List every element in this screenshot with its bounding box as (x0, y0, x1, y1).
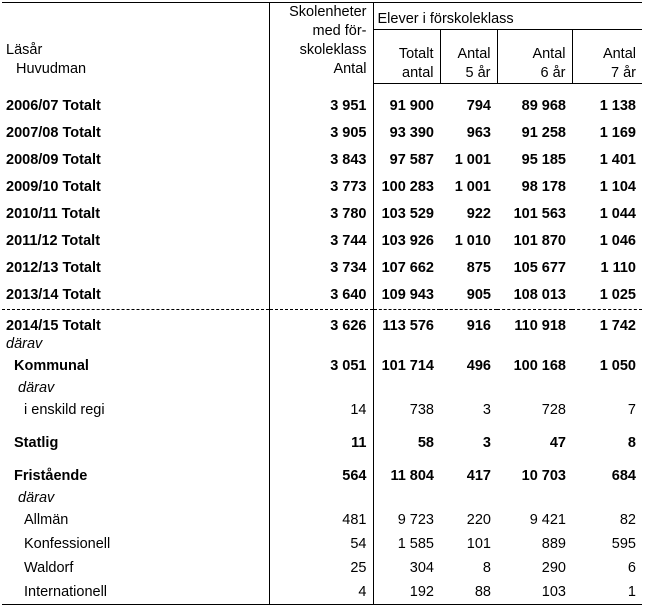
darav-row (2, 378, 642, 398)
header-totalt (373, 30, 440, 83)
table-cell: 4 (269, 580, 373, 605)
table-cell: skoleklass (299, 42, 367, 58)
table-cell: 2010/11 Totalt (6, 206, 101, 222)
table-row-kommunal (2, 354, 642, 378)
spacer-row (2, 83, 642, 93)
table-cell: 738 (373, 398, 440, 422)
table-cell: 107 662 (373, 255, 440, 282)
table-cell: 3 626 (269, 309, 373, 334)
table-cell: Skolenheter (289, 4, 367, 20)
table-cell: Statlig (14, 434, 59, 451)
table-cell: därav (18, 379, 55, 396)
header-elever-group: Elever i förskoleklass (373, 3, 642, 30)
table-row-fristaende (2, 464, 642, 488)
table-cell: 1 050 (599, 357, 636, 374)
table-cell: 963 (466, 125, 491, 141)
table-cell: 9 723 (373, 508, 440, 532)
table-row-current-total (2, 309, 642, 334)
table-cell: 98 178 (521, 179, 566, 195)
table-cell: 2012/13 Totalt (6, 260, 101, 276)
header-row-1 (2, 3, 642, 30)
table-cell: 11 (269, 431, 373, 455)
spacer-row (2, 455, 642, 464)
table-cell: 101 870 (513, 233, 566, 249)
table-cell: 3 780 (269, 201, 373, 228)
table-cell: Fristående (14, 467, 88, 484)
table-cell: 105 677 (513, 260, 566, 276)
table-cell: 1 585 (373, 532, 440, 556)
table-cell: 1 138 (599, 98, 636, 114)
header-huvudman: Huvudman (16, 61, 87, 77)
table-cell: 595 (611, 535, 636, 552)
table-cell: 7 år (611, 64, 636, 81)
table-cell: 1 401 (599, 152, 636, 168)
table-cell: 100 168 (513, 357, 566, 374)
table-cell: 3 640 (269, 282, 373, 310)
table-cell: 6 år (540, 64, 566, 81)
table-cell: 7 (627, 401, 636, 418)
table-cell: 290 (541, 559, 566, 576)
table-cell: 220 (466, 511, 491, 528)
table-cell: 684 (611, 467, 636, 484)
table-row (2, 228, 642, 255)
table-cell: 1 (572, 580, 642, 605)
table-cell: 2009/10 Totalt (6, 179, 101, 195)
table-cell: 916 (466, 317, 491, 334)
table-cell: 2011/12 Totalt (6, 233, 101, 249)
table-cell: 3 773 (269, 174, 373, 201)
table-cell: 93 390 (373, 120, 440, 147)
table-cell: 481 (269, 508, 373, 532)
table-cell: i enskild regi (24, 401, 105, 418)
table-cell: Antal (333, 61, 367, 77)
table-cell: 2008/09 Totalt (6, 152, 101, 168)
table-row (2, 255, 642, 282)
table-row-konfessionell (2, 532, 642, 556)
table-cell: 889 (541, 535, 566, 552)
forskoleklass-table (2, 2, 642, 605)
table-cell: Antal (532, 45, 566, 62)
darav-row (2, 488, 642, 508)
table-cell: 113 576 (373, 309, 440, 334)
table-cell: 1 044 (599, 206, 636, 222)
table-cell: antal (402, 64, 434, 81)
table-cell: 8 (482, 559, 491, 576)
table-cell: 304 (373, 556, 440, 580)
table-cell: Totalt (398, 45, 434, 62)
table-cell: Waldorf (24, 559, 74, 576)
header-antal-6 (497, 30, 572, 83)
table-row-internationell (2, 580, 642, 605)
table-row-statlig (2, 431, 642, 455)
table-cell: 103 926 (373, 228, 440, 255)
table-cell: 3 734 (269, 255, 373, 282)
table-cell: 496 (466, 357, 491, 374)
table-row-enskild (2, 398, 642, 422)
table-cell: 1 110 (600, 260, 636, 276)
table-cell: 1 001 (454, 179, 491, 195)
table-cell: 3 051 (269, 354, 373, 378)
header-lasar: Läsår (6, 42, 43, 58)
table-cell: 3 843 (269, 147, 373, 174)
table-cell: 14 (269, 398, 373, 422)
table-cell: 3 744 (269, 228, 373, 255)
table-cell: 2006/07 Totalt (6, 98, 101, 114)
header-skolenheter (269, 3, 373, 84)
table-cell: 103 (497, 580, 572, 605)
table-cell: 58 (373, 431, 440, 455)
table-cell: 1 742 (599, 317, 636, 334)
table-row-waldorf (2, 556, 642, 580)
table-cell: därav (6, 335, 43, 352)
table-cell: 89 968 (521, 98, 566, 114)
table-cell: 2014/15 Totalt (6, 317, 101, 334)
table-cell: 1 025 (572, 282, 642, 310)
table-cell: 3 951 (269, 93, 373, 120)
table-cell: 905 (440, 282, 497, 310)
table-cell: 91 258 (521, 125, 566, 141)
table-cell: 9 421 (529, 511, 566, 528)
header-lasar-huvudman (2, 3, 269, 84)
table-cell: Konfessionell (24, 535, 111, 552)
table-cell: 1 104 (599, 179, 636, 195)
table-cell: 3 (482, 434, 491, 451)
table-cell: 101 (466, 535, 491, 552)
table-cell: Antal (457, 45, 491, 62)
table-cell: Internationell (2, 580, 269, 605)
table-cell: Allmän (24, 511, 69, 528)
table-cell: 10 703 (521, 467, 566, 484)
table-cell: 103 529 (373, 201, 440, 228)
spacer-row (2, 422, 642, 431)
table-cell: 47 (549, 434, 566, 451)
table-cell: 1 001 (454, 152, 491, 168)
table-row-allman (2, 508, 642, 532)
table-cell: 101 563 (513, 206, 566, 222)
table-cell: 109 943 (373, 282, 440, 310)
table-cell: 794 (466, 98, 491, 114)
table-cell: 54 (269, 532, 373, 556)
table-cell: 25 (269, 556, 373, 580)
table-cell: Antal (602, 45, 636, 62)
table-row (2, 93, 642, 120)
table-cell: 101 714 (373, 354, 440, 378)
table-cell: 3 905 (269, 120, 373, 147)
table-cell: 1 169 (599, 125, 636, 141)
table-row (2, 174, 642, 201)
table-cell: 82 (619, 511, 636, 528)
table-cell: 88 (440, 580, 497, 605)
darav-row (2, 334, 642, 354)
table-cell: 417 (466, 467, 491, 484)
table-cell: 6 (627, 559, 636, 576)
table-cell: 922 (466, 206, 491, 222)
table-cell: 2013/14 Totalt (2, 282, 269, 310)
table-cell: 875 (466, 260, 491, 276)
table-cell: 100 283 (373, 174, 440, 201)
table-cell: 91 900 (373, 93, 440, 120)
header-antal-5 (440, 30, 497, 83)
table-cell: 192 (373, 580, 440, 605)
table-cell: 564 (269, 464, 373, 488)
table-cell: 5 år (465, 64, 491, 81)
table-row (2, 282, 642, 310)
header-antal-7 (572, 30, 642, 83)
table-row (2, 120, 642, 147)
table-cell: därav (18, 489, 55, 506)
table-cell: 1 010 (454, 233, 491, 249)
table-cell: 95 185 (521, 152, 566, 168)
table-cell: med för- (312, 23, 367, 39)
table-cell: 8 (627, 434, 636, 451)
table-cell: 108 013 (497, 282, 572, 310)
table-cell: 1 046 (599, 233, 636, 249)
table-cell: 97 587 (373, 147, 440, 174)
table-row (2, 147, 642, 174)
table-cell: 728 (541, 401, 566, 418)
table-cell: 11 804 (373, 464, 440, 488)
table-cell: 110 918 (514, 317, 566, 334)
table-cell: 3 (482, 401, 491, 418)
table-cell: 2007/08 Totalt (6, 125, 101, 141)
table-row (2, 201, 642, 228)
table-cell: Kommunal (14, 357, 89, 374)
